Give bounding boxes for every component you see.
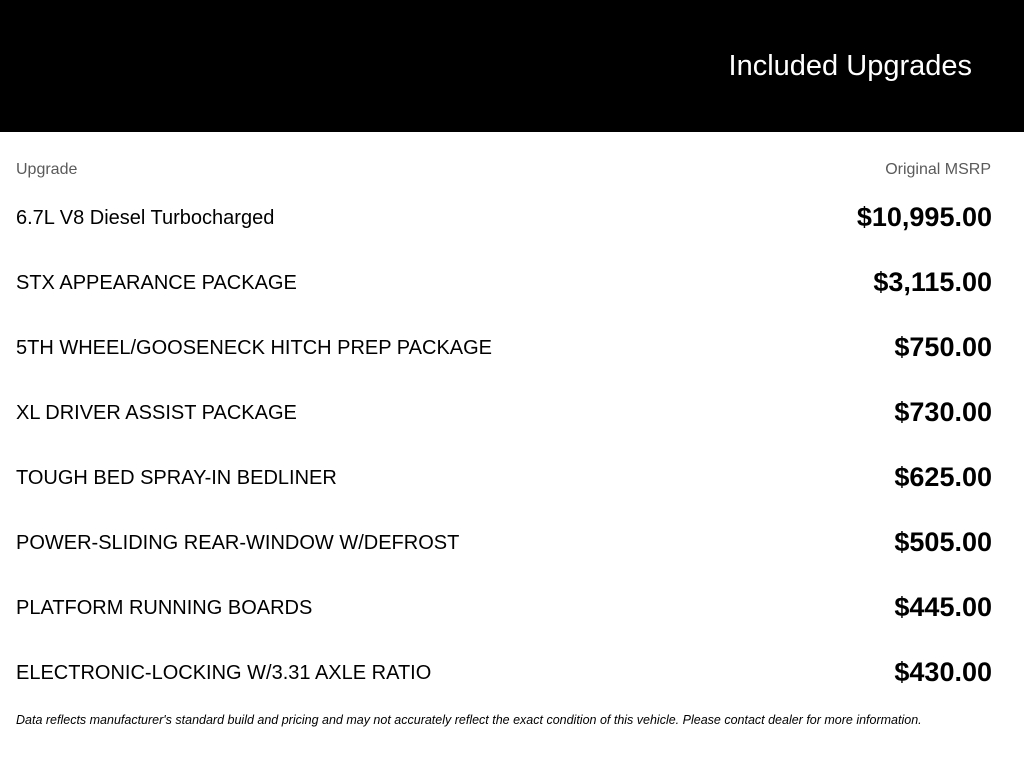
- upgrade-row: [0, 445, 1024, 510]
- upgrade-price: $430.00: [894, 657, 992, 687]
- upgrade-row: [0, 575, 1024, 640]
- upgrade-row: [0, 185, 1024, 250]
- upgrade-name: 5TH WHEEL/GOOSENECK HITCH PREP PACKAGE: [16, 337, 493, 359]
- disclaimer-text: Data reflects manufacturer's standard build and pricing and may not accurately reflect the exact condition of this vehicle. Please contact dealer for more information.: [16, 713, 922, 727]
- column-header-upgrade: Upgrade: [16, 161, 78, 178]
- page-title: Included Upgrades: [728, 50, 972, 82]
- upgrade-row: [0, 315, 1024, 380]
- upgrade-name: XL DRIVER ASSIST PACKAGE: [16, 402, 297, 424]
- upgrade-price: $750.00: [894, 332, 992, 362]
- upgrade-price: $730.00: [894, 397, 992, 427]
- upgrade-price: $445.00: [894, 592, 992, 622]
- upgrade-name: PLATFORM RUNNING BOARDS: [16, 597, 313, 619]
- upgrade-row: [0, 510, 1024, 575]
- upgrade-row: [0, 250, 1024, 315]
- upgrade-row: [0, 640, 1024, 705]
- upgrade-row: [0, 380, 1024, 445]
- upgrade-price: $505.00: [894, 527, 992, 557]
- upgrade-name: STX APPEARANCE PACKAGE: [16, 272, 297, 294]
- upgrade-price: $625.00: [894, 462, 992, 492]
- upgrades-list: [0, 185, 1024, 705]
- upgrade-price: $10,995.00: [856, 202, 992, 232]
- column-header-msrp: Original MSRP: [885, 161, 991, 178]
- upgrade-name: 6.7L V8 Diesel Turbocharged: [16, 207, 275, 229]
- upgrade-name: ELECTRONIC-LOCKING W/3.31 AXLE RATIO: [16, 662, 432, 684]
- upgrade-price: $3,115.00: [873, 267, 992, 297]
- upgrade-name: POWER-SLIDING REAR-WINDOW W/DEFROST: [16, 532, 460, 554]
- upgrade-name: TOUGH BED SPRAY-IN BEDLINER: [16, 467, 337, 489]
- header-banner: [0, 0, 1024, 132]
